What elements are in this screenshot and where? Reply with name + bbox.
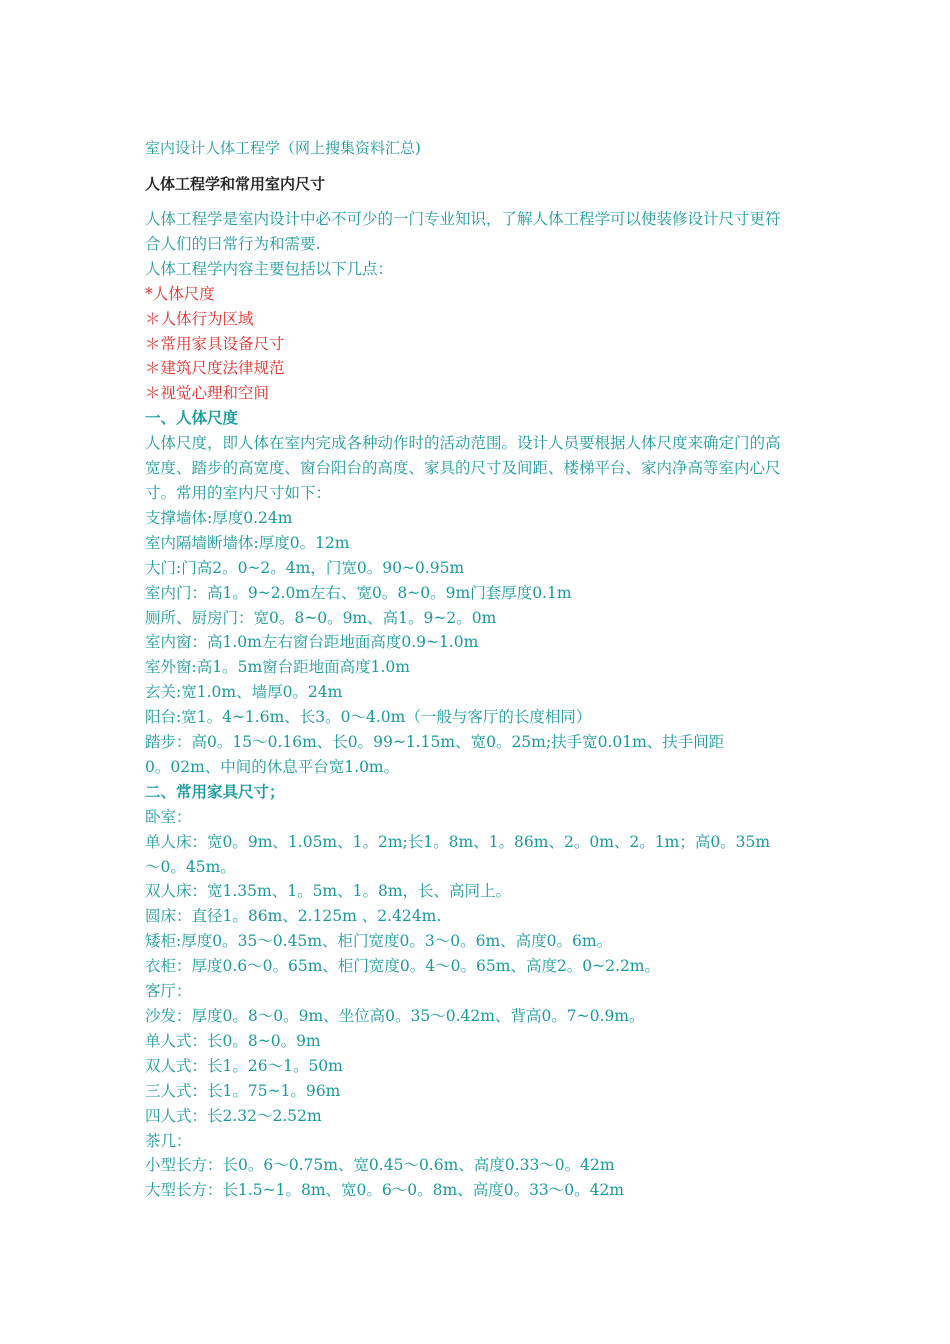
text-line: 小型长方：长0。6～0.75m、宽0.45～0.6m、高度0.33～0。42m	[145, 1156, 615, 1175]
section-heading: 二、常用家具尺寸；	[145, 781, 285, 801]
text-line: 矮柜:厚度0。35～0.45m、柜门宽度0。3～0。6m、高度0。6m。	[145, 932, 613, 951]
text-line: 客厅：	[145, 982, 192, 1001]
text-line: 0。02m、中间的休息平台宽1.0m。	[145, 757, 400, 776]
text-line: 人体尺度，即人体在室内完成各种动作时的活动范围。设计人员要根据人体尺度来确定门的高	[145, 434, 781, 453]
text-line: 双人床：宽1.35m、1。5m、1。8m，长、高同上。	[145, 882, 512, 901]
bullet-item: ＊人体行为区域	[145, 309, 254, 328]
text-line: 阳台:宽1。4~1.6m、长3。0～4.0m（一般与客厅的长度相同）	[145, 708, 592, 727]
text-line: 圆床：直径1。86m、2.125m 、2.424m.	[145, 907, 442, 926]
text-line: 室内隔墙断墙体:厚度0。12m	[145, 533, 350, 552]
text-line: 支撑墙体:厚度0.24m	[145, 508, 293, 527]
text-line: 厕所、厨房门：宽0。8~0。9m、高1。9~2。0m	[145, 608, 497, 627]
bullet-item: ＊视觉心理和空间	[145, 384, 270, 403]
section-heading: 一、人体尺度	[145, 408, 239, 428]
document-title: 室内设计人体工程学（网上搜集资料汇总)	[145, 139, 421, 157]
text-line: 寸。常用的室内尺寸如下：	[145, 483, 332, 502]
text-line: 卧室：	[145, 807, 192, 826]
bullet-item: *人体尺度	[145, 284, 215, 303]
text-line: 室内窗：高1.0m左右窗台距地面高度0.9~1.0m	[145, 633, 479, 652]
bullet-item: ＊建筑尺度法律规范	[145, 359, 285, 378]
text-line: 四人式：长2.32～2.52m	[145, 1106, 322, 1125]
bullet-item: ＊常用家具设备尺寸	[145, 334, 285, 353]
text-line: 单人式：长0。8~0。9m	[145, 1031, 321, 1050]
text-line: 室外窗:高1。5m窗台距地面高度1.0m	[145, 658, 410, 677]
text-line: 双人式：长1。26～1。50m	[145, 1056, 343, 1075]
text-line: 人体工程学是室内设计中必不可少的一门专业知识，了解人体工程学可以使装修设计尺寸更符	[145, 210, 781, 228]
text-line: 三人式：长1。75~1。96m	[145, 1081, 341, 1100]
text-line: 单人床：宽0。9m、1.05m、1。2m;长1。8m、1。86m、2。0m、2。1m；高0。35m	[145, 832, 771, 851]
document-subtitle: 人体工程学和常用室内尺寸	[145, 175, 326, 193]
text-line: 茶几：	[145, 1131, 192, 1150]
text-line: 大门:门高2。0~2。4m，门宽0。90~0.95m	[145, 558, 465, 577]
text-line: 人体工程学内容主要包括以下几点：	[145, 259, 394, 278]
text-line: 合人们的曰常行为和需要.	[145, 234, 321, 253]
text-line: 踏步：高0。15～0.16m、长0。99~1.15m、宽0。25m;扶手宽0.01m、扶手间距	[145, 733, 725, 752]
text-line: 玄关:宽1.0m、墙厚0。24m	[145, 683, 343, 702]
text-line: 大型长方：长1.5~1。8m、宽0。6～0。8m、高度0。33～0。42m	[145, 1181, 625, 1200]
text-line: 衣柜：厚度0.6～0。65m、柜门宽度0。4～0。65m、高度2。0~2.2m。	[145, 957, 660, 976]
document-page	[145, 136, 815, 1203]
text-line: 室内门：高1。9~2.0m左右、宽0。8~0。9m门套厚度0.1m	[145, 583, 572, 602]
text-line: 宽度、踏步的高宽度、窗台阳台的高度、家具的尺寸及间距、楼梯平台、家内净高等室内心尺	[145, 459, 781, 478]
text-line: ～0。45m。	[145, 857, 236, 876]
text-line: 沙发：厚度0。8～0。9m、坐位高0。35～0.42m、背高0。7~0.9m。	[145, 1007, 645, 1025]
document-body	[145, 207, 815, 1203]
